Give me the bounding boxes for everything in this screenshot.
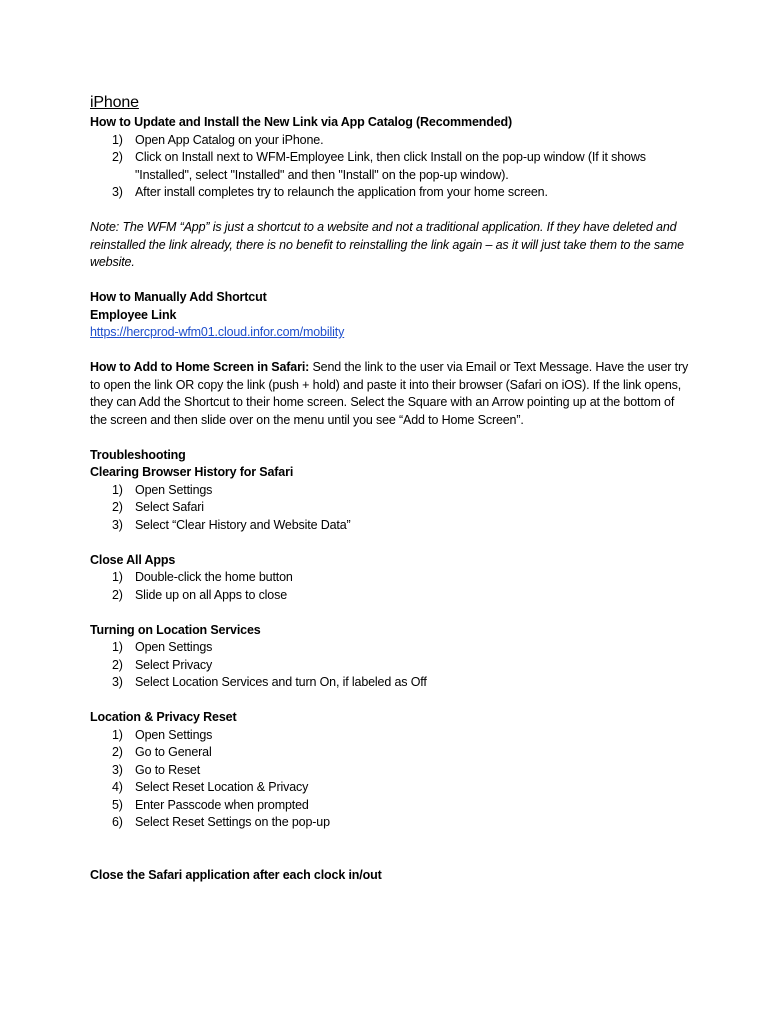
employee-link-label: Employee Link: [90, 307, 177, 322]
list-item: 1) Open App Catalog on your iPhone.: [112, 132, 324, 147]
list-item: 2) Slide up on all Apps to close: [112, 587, 288, 602]
list-item: 1) Double-click the home button: [112, 570, 293, 584]
list-item: 3) Go to Reset: [112, 762, 201, 777]
list-item: 6) Select Reset Settings on the pop-up: [112, 815, 330, 829]
list-item: 1) Open Settings: [112, 482, 213, 497]
list-item: 1) Open Settings: [112, 640, 213, 654]
list-item: 2) Click on Install next to WFM-Employee Link, then click Install on the pop-up window (If it shows "Installed", select "Installed" and then "Install" on the pop-up window).: [112, 150, 646, 182]
troubleshooting-heading: Troubleshooting: [90, 447, 186, 462]
list-item: 3) After install completes try to relaunch the application from your home screen.: [112, 185, 548, 199]
list-item: 3) Select “Clear History and Website Data”: [112, 517, 351, 532]
list-item: 3) Select Location Services and turn On, if labeled as Off: [112, 675, 427, 689]
list-item: 2) Select Safari: [112, 500, 204, 514]
install-steps-list: [90, 132, 690, 202]
group-title-close-apps: Close All Apps: [90, 552, 176, 567]
safari-instructions-lead: How to Add to Home Screen in Safari:: [90, 360, 310, 374]
list-item: 4) Select Reset Location & Privacy: [112, 780, 309, 794]
section-heading-manual-shortcut: How to Manually Add Shortcut: [90, 290, 267, 304]
document-page: [90, 92, 690, 884]
safari-instructions: How to Add to Home Screen in Safari: Send the link to the user via Email or Text Message. Have the user try to open the link OR copy the link (push + hold) and paste it into their browser (Safari on iOS). If the link opens, they can Add the Shortcut to their home screen. Select the Square with an Arrow pointing up at the bottom of the screen and then slide over on the menu until you see “Add to Home Screen”.: [90, 360, 689, 427]
list-item: 1) Open Settings: [112, 727, 213, 742]
employee-link[interactable]: https://hercprod-wfm01.cloud.infor.com/mobility: [90, 325, 345, 339]
list-item: 2) Go to General: [112, 745, 212, 759]
location-services-steps: [90, 639, 690, 692]
footer-note: Close the Safari application after each clock in/out: [90, 867, 382, 882]
group-title-clear-history: Clearing Browser History for Safari: [90, 465, 294, 479]
list-item: 2) Select Privacy: [112, 657, 213, 672]
note-paragraph: Note: The WFM “App” is just a shortcut to a website and not a traditional application. If they have deleted and reinstalled the link already, there is no benefit to reinstalling the link again – as it will just take them to the same website.: [90, 220, 684, 269]
list-item: 5) Enter Passcode when prompted: [112, 797, 309, 812]
close-apps-steps: [90, 569, 690, 604]
group-title-location-privacy-reset: Location & Privacy Reset: [90, 710, 237, 724]
location-privacy-reset-steps: [90, 727, 690, 832]
section-heading-update-install: How to Update and Install the New Link via App Catalog (Recommended): [90, 115, 513, 129]
clear-history-steps: [90, 482, 690, 535]
group-title-location-services: Turning on Location Services: [90, 622, 261, 637]
page-title: iPhone: [90, 94, 139, 111]
